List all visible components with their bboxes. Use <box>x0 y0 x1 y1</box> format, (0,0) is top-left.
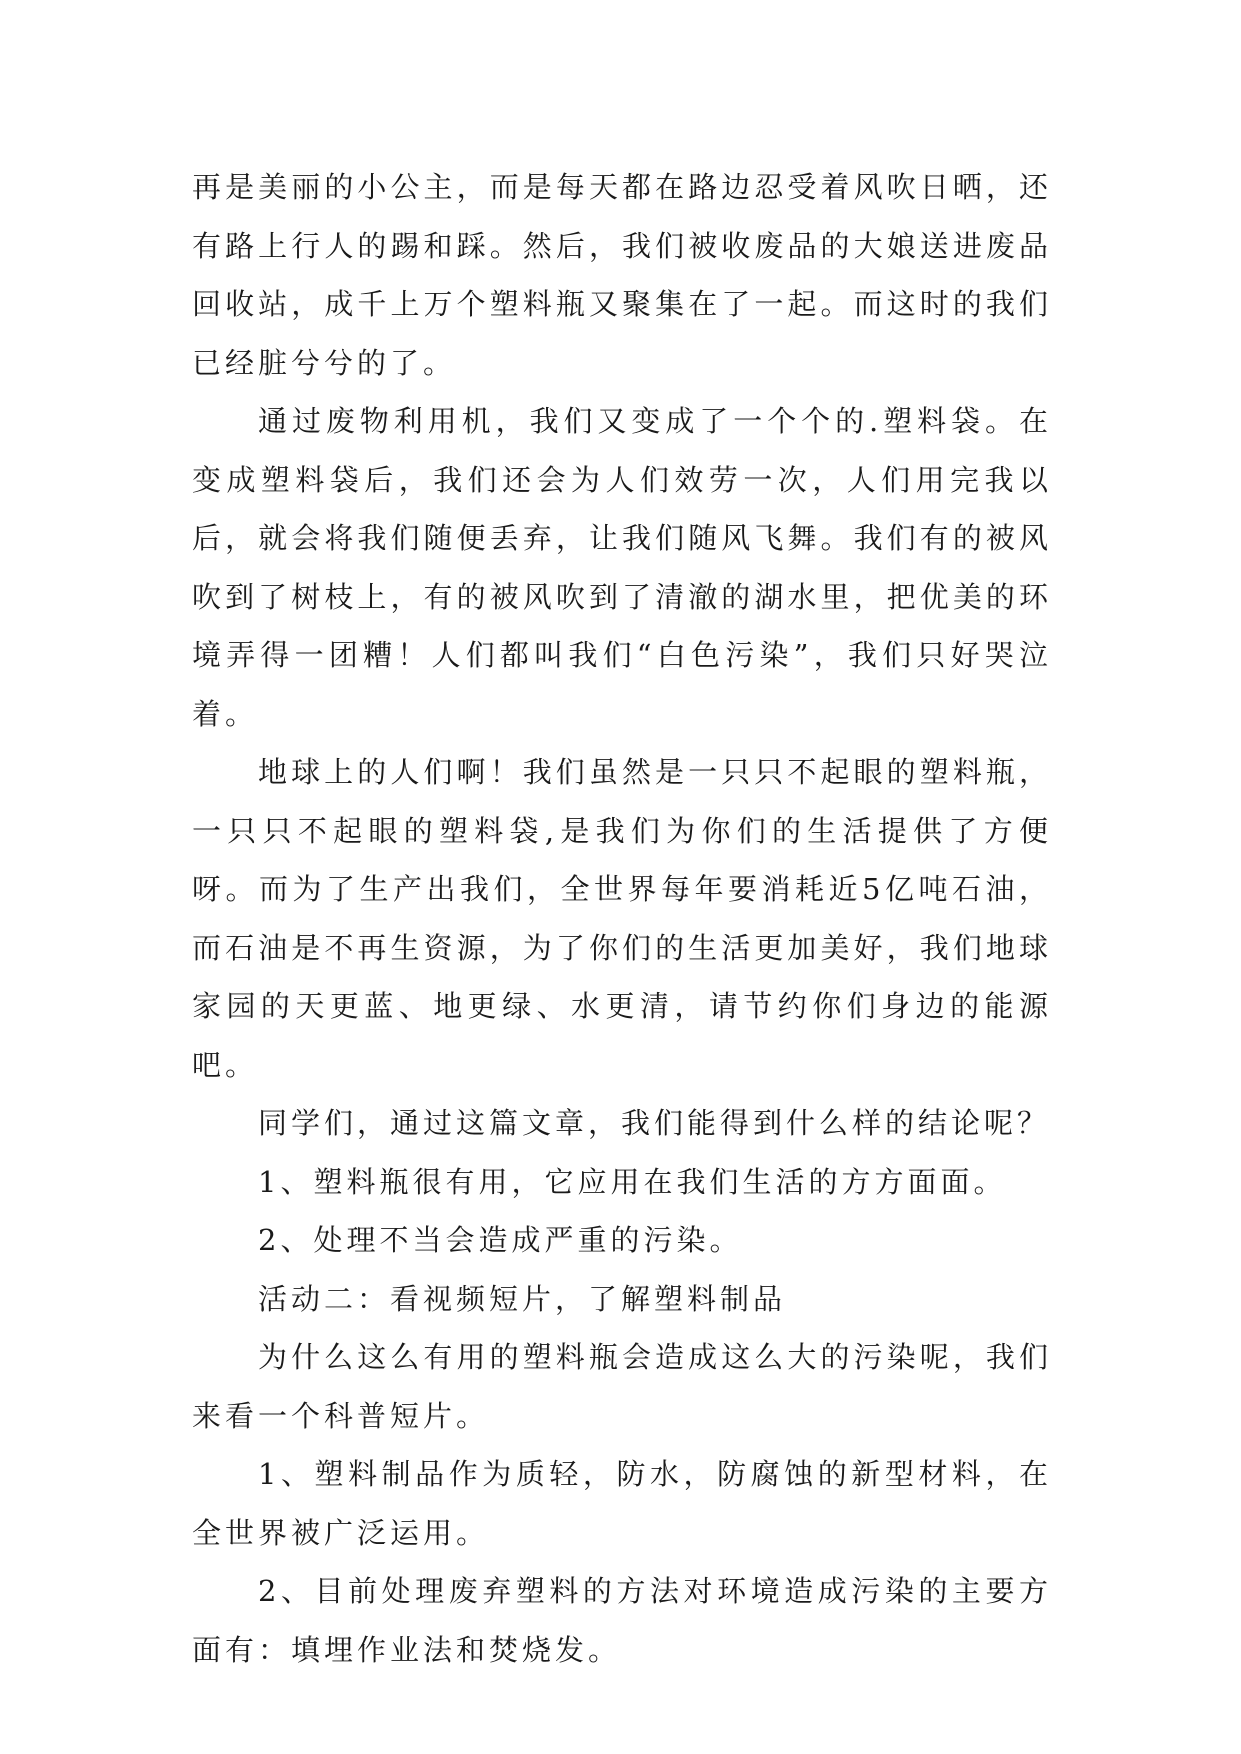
document-body <box>192 158 1052 1679</box>
paragraph-4: 同学们，通过这篇文章，我们能得到什么样的结论呢？ <box>258 1106 1051 1140</box>
paragraph-1: 再是美丽的小公主，而是每天都在路边忍受着风吹日晒，还有路上行人的踢和踩。然后，我们被收废品的大娘送进废品回收站，成千上万个塑料瓶又聚集在了一起。而这时的我们已经脏兮兮的了。 <box>192 170 1052 380</box>
list-item-3: 1、塑料制品作为质轻，防水，防腐蚀的新型材料，在全世界被广泛运用。 <box>192 1457 1052 1550</box>
list-item-1: 1、塑料瓶很有用，它应用在我们生活的方方面面。 <box>258 1164 1007 1199</box>
paragraph-3: 地球上的人们啊！我们虽然是一只只不起眼的塑料瓶，一只只不起眼的塑料袋,是我们为你们的生活提供了方便呀。而为了生产出我们，全世界每年要消耗近5亿吨石油，而石油是不再生资源，为了你们的生活更加美好，我们地球家园的天更蓝、地更绿、水更清，请节约你们身边的能源吧。 <box>192 755 1052 1082</box>
list-item-2: 2、处理不当会造成严重的污染。 <box>258 1223 743 1257</box>
section-heading-activity-2: 活动二：看视频短片，了解塑料制品 <box>258 1281 787 1316</box>
paragraph-5: 为什么这么有用的塑料瓶会造成这么大的污染呢，我们来看一个科普短片。 <box>192 1340 1052 1433</box>
list-item-4: 2、目前处理废弃塑料的方法对环境造成污染的主要方面有：填埋作业法和焚烧发。 <box>192 1574 1052 1667</box>
paragraph-2: 通过废物利用机，我们又变成了一个个的.塑料袋。在变成塑料袋后，我们还会为人们效劳一次，人们用完我以后，就会将我们随便丢弃，让我们随风飞舞。我们有的被风吹到了树枝上，有的被风吹到了清澈的湖水里，把优美的环境弄得一团糟！人们都叫我们“白色污染”，我们只好哭泣着。 <box>192 404 1052 731</box>
